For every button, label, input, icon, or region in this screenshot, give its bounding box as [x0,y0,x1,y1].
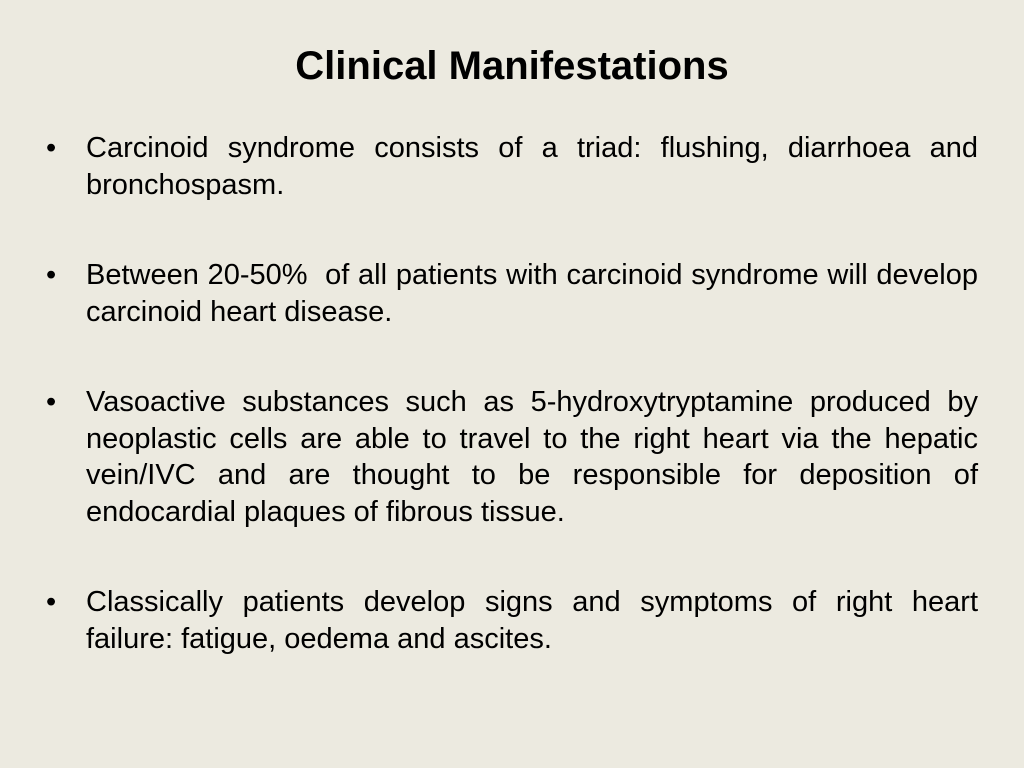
slide-title: Clinical Manifestations [295,44,729,88]
bullet-dot-icon: • [46,386,57,418]
bullet-item [46,584,978,657]
bullet-text: Between 20-50% of all patients with carcinoid syndrome will develop carcinoid heart disease. [86,259,987,328]
bullet-item [46,130,978,203]
bullet-dot-icon: • [46,132,57,164]
bullet-text: Classically patients develop signs and symptoms of right heart failure: fatigue, oedema and ascites. [86,586,978,655]
bullet-text: Vasoactive substances such as 5-hydroxytryptamine produced by neoplastic cells are able to travel to the right heart via the hepatic vein/IVC and are thought to be responsible for deposition of endocardial plaques of fibrous tissue. [86,386,978,528]
bullet-dot-icon: • [46,586,57,618]
bullet-dot-icon: • [46,259,57,291]
bullet-list [46,130,987,657]
bullet-text: Carcinoid syndrome consists of a triad: flushing, diarrhoea and bronchospasm. [86,132,978,201]
bullet-item [46,257,987,330]
bullet-item [46,384,978,530]
